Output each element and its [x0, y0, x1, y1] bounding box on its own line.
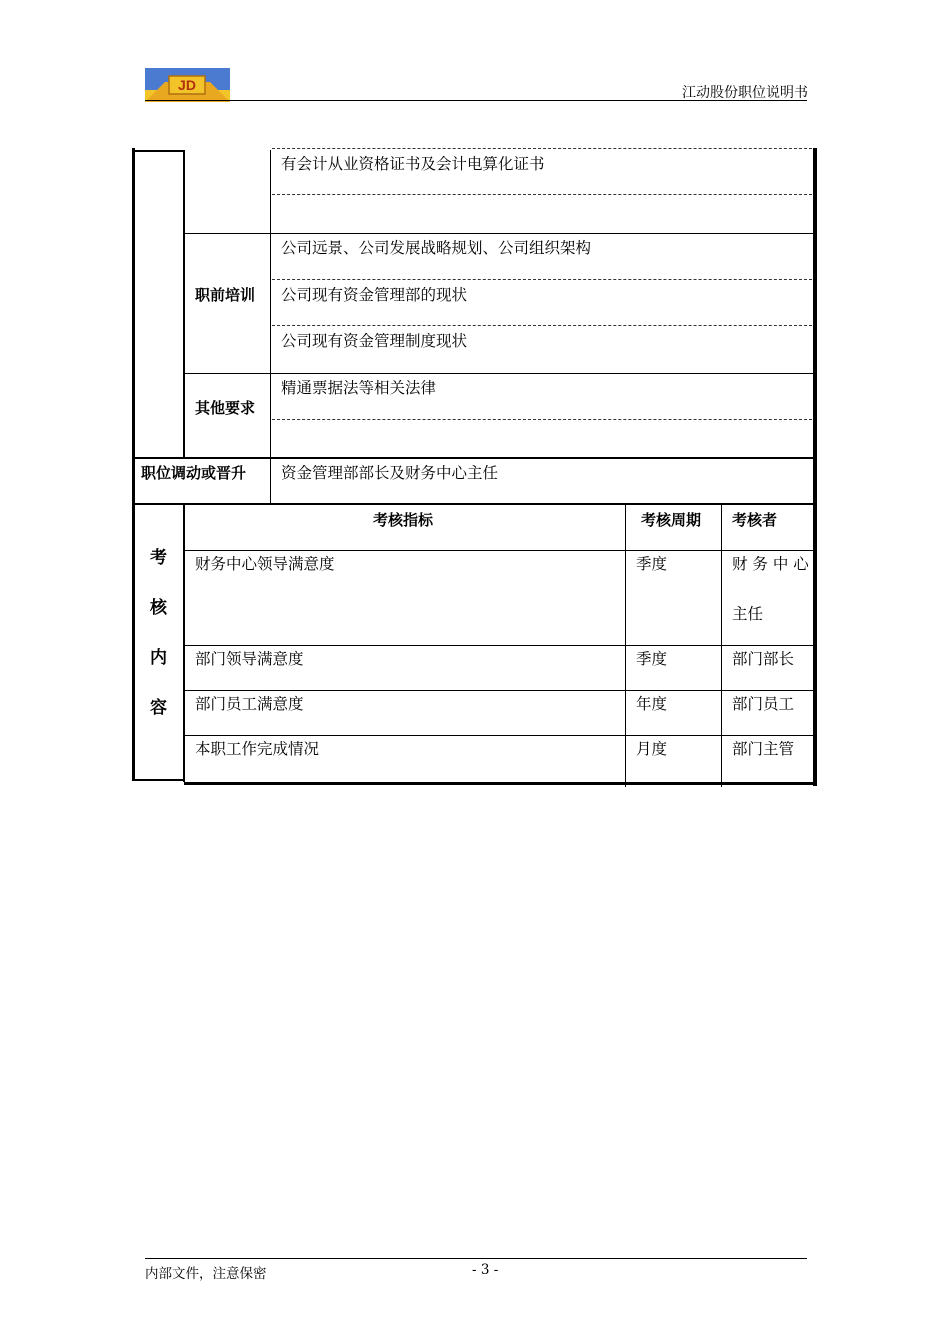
- row-indicator: 部门员工满意度: [195, 695, 304, 713]
- page-number: - 3 -: [472, 1262, 499, 1278]
- row-assessor: 财 务 中 心: [732, 555, 809, 573]
- pre-job-training-label: 职前培训: [195, 286, 256, 304]
- header-indicator: 考核指标: [373, 511, 434, 529]
- row-assessor-line-2: 主任: [732, 605, 764, 623]
- row-indicator: 部门领导满意度: [195, 650, 304, 668]
- header-period: 考核周期: [641, 511, 702, 529]
- header-assessor: 考核者: [732, 511, 778, 529]
- row-period: 月度: [636, 740, 668, 758]
- assessment-label-char-4: 容: [150, 698, 167, 718]
- row-period: 季度: [636, 650, 668, 668]
- row-period: 年度: [636, 695, 668, 713]
- row-assessor: 部门部长: [732, 650, 795, 668]
- logo-lettering: JD: [178, 77, 196, 93]
- row-assessor: 部门员工: [732, 695, 795, 713]
- company-logo: [145, 68, 230, 102]
- training-line-2: 公司现有资金管理部的现状: [281, 286, 468, 304]
- header-rule: [145, 100, 807, 101]
- footer-confidential-note: 内部文件，注意保密: [145, 1266, 267, 1282]
- other-requirement-line-1: 精通票据法等相关法律: [281, 379, 437, 397]
- qualification-line-1: 有会计从业资格证书及会计电算化证书: [281, 155, 545, 173]
- row-period: 季度: [636, 555, 668, 573]
- row-indicator: 财务中心领导满意度: [195, 555, 335, 573]
- footer-rule: [145, 1258, 807, 1259]
- assessment-label-char-3: 内: [150, 648, 167, 668]
- other-requirements-label: 其他要求: [195, 399, 256, 417]
- assessment-label-char-2: 核: [150, 598, 167, 618]
- training-line-1: 公司远景、公司发展战略规划、公司组织架构: [281, 239, 592, 257]
- promotion-value: 资金管理部部长及财务中心主任: [281, 464, 499, 482]
- training-line-3: 公司现有资金管理制度现状: [281, 332, 468, 350]
- assessment-label-char-1: 考: [150, 548, 167, 568]
- row-assessor: 部门主管: [732, 740, 795, 758]
- promotion-label: 职位调动或晋升: [141, 464, 247, 482]
- row-indicator: 本职工作完成情况: [195, 740, 320, 758]
- document-header-title: 江动股份职位说明书: [682, 85, 808, 101]
